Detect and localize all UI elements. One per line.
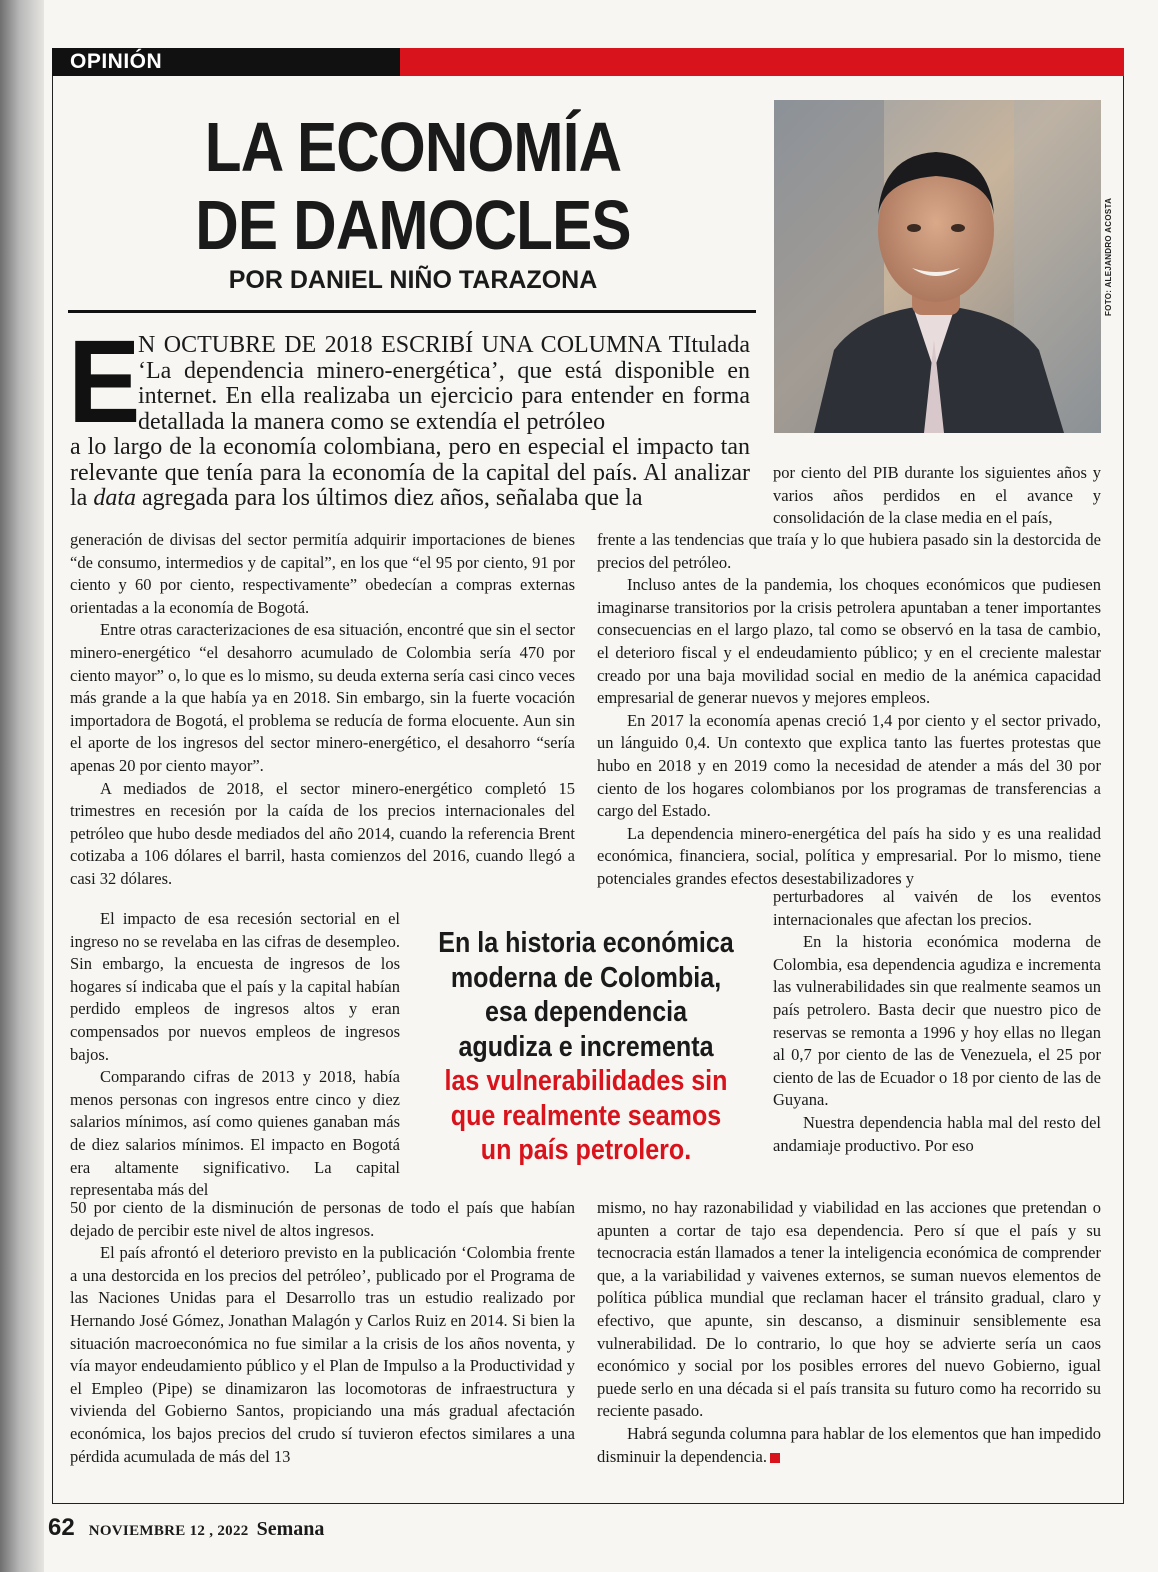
lead-indented-text: N OCTUBRE DE 2018 ESCRIBÍ UNA COLUMNA TItulada ‘La dependencia minero-energética’, que está disponible en internet. En ella realizaba un ejercicio para entender en forma detallada la manera como se extendía el petróleo (138, 332, 750, 435)
final-paragraph-text: Habrá segunda columna para hablar de los elementos que han impedido disminuir la dependencia. (597, 1423, 1101, 1466)
body-paragraph: A mediados de 2018, el sector minero-energético completó 15 trimestres en recesión por la caída de los precios internacionales del petróleo que hubo desde mediados del año 2014, cuando la referencia Brent cotizaba a 106 dólares el barril, hasta comienzos del 2016, cuando llegó a casi 32 dólares. (70, 778, 575, 888)
pull-quote-line-red: las vulnerabilidades sin (444, 1065, 728, 1097)
pull-quote-line: moderna de Colombia, (450, 961, 722, 994)
drop-cap: E (68, 316, 141, 448)
left-column-block3 (70, 1197, 575, 1468)
body-paragraph: mismo, no hay razonabilidad y viabilidad en las acciones que pretendan o apunten a cortar de tajo esa dependencia. Pero sí que el país y su tecnocracia están llamados a tener la inteligencia económica de comprender que, a la variabilidad y vaivenes externos, se suman nuevos elementos de política pública mundial que reclaman hacer el tránsito gradual, claro y efectivo, que apunte, sin descanso, a disminuir sensiblemente esa vulnerabilidad. De lo contrario, lo que hoy se advierte sería un caos económico y social por los posibles errores del nuevo Gobierno, igual puede serlo en una década si el país transita su futuro como ha recorrido su reciente pasado. (597, 1198, 1101, 1421)
page-gutter-shadow (0, 0, 44, 1572)
body-paragraph: frente a las tendencias que traía y lo que hubiera pasado sin la destorcida de precios del petróleo. (597, 530, 1101, 572)
right-col-top-text: por ciento del PIB durante los siguientes años y varios años perdidos en el avance y consolidación de la clase media en el país, (773, 463, 1101, 528)
lead-text-part1: a lo largo de la economía colombiana, pero en especial el impacto tan relevante que tenía para la economía de la capital del país. Al analizar la (70, 434, 750, 511)
lead-full-text (70, 435, 750, 512)
right-column-block1 (597, 529, 1101, 891)
page-footer (48, 1514, 324, 1544)
body-paragraph: Entre otras caracterizaciones de esa situación, encontré que sin el sector minero-energético “el desahorro acumulado de Colombia sería 470 por ciento mayor” o, lo que es lo mismo, su deuda externa sería casi cinco veces más grande a la que había ya en 2018. Sin embargo, sin la fuerte vocación importadora de Bogotá, el problema se reducía de forma elocuente. Aun sin el aporte de los ingresos del sector minero-energético, el desahorro “sería apenas 20 por ciento mayor”. (70, 620, 575, 775)
lead-paragraph (68, 316, 750, 512)
photo-credit: FOTO: ALEJANDRO ACOSTA (1104, 197, 1113, 316)
body-paragraph: La dependencia minero-energética del país ha sido y es una realidad económica, financiera, social, política y empresarial. Por lo mismo, tiene potenciales grandes efectos desestabilizadores y (597, 823, 1101, 888)
left-column-block1 (70, 529, 575, 891)
body-paragraph: Nuestra dependencia habla mal del resto del andamiaje productivo. Por eso (773, 1112, 1101, 1155)
body-paragraph: generación de divisas del sector permitía adquirir importaciones de bienes “de consumo, intermedios y de capital”, en los que “el 95 por ciento, 91 por ciento y 60 por ciento, respectivamente” obedecían a compras externas orientadas a la economía de Bogotá. (70, 530, 575, 617)
section-header (52, 48, 1124, 76)
right-column-block2 (773, 886, 1101, 1157)
lead-data-word: data (93, 485, 136, 511)
body-paragraph: En la historia económica moderna de Colombia, esa dependencia agudiza e incrementa las vulnerabilidades sin que realmente seamos un país petrolero. Basta decir que nuestro pico de reservas se remonta a 1996 y hoy ellas no llegan al 0,7 por ciento de las de Venezuela, el 25 por ciento de las de Ecuador o 18 por ciento de las de Guyana. (773, 932, 1101, 1110)
lead-text-part2: agregada para los últimos diez años, señalaba que la (136, 485, 643, 511)
issue-date: NOVIEMBRE 12 , 2022 (88, 1523, 249, 1539)
author-photo (774, 100, 1101, 433)
pull-quote-line-red: un país petrolero. (480, 1134, 692, 1166)
end-of-article-mark (770, 1453, 780, 1463)
body-paragraph: El país afrontó el deterioro previsto en la publicación ‘Colombia frente a una destorcida en los precios del petróleo’, publicado por el Programa de las Naciones Unidas para el Desarrollo tras un estudio realizado por Hernando José Gómez, Jonathan Malagón y Carlos Ruiz en 2014. Si bien la situación macroeconómica no fue similar a la crisis de los años noventa, y vía mayor endeudamiento público y el Plan de Impulso a la Productividad y el Empleo (Pipe) se dinamizaron las locomotoras de infraestructura y vivienda del Gobierno Santos, propiciando una más gradual afectación económica, los bajos precios del crudo sí tuvieron efectos similares a una pérdida acumulada de más del 13 (70, 1243, 575, 1466)
section-accent-bar (400, 48, 1124, 76)
body-paragraph: 50 por ciento de la disminución de personas de todo el país que habían dejado de percibir este nivel de altos ingresos. (70, 1198, 575, 1240)
body-paragraph: El impacto de esa recesión sectorial en el ingreso no se revelaba en las cifras de desempleo. Sin embargo, la encuesta de ingresos de los hogares sí indicaba que el país y la capital habían perdido empleos de ingresos altos y eran compensados por nuevos empleos de ingresos bajos. (70, 909, 400, 1064)
left-column-block2 (70, 908, 400, 1202)
title-rule (68, 310, 756, 313)
pull-quote-line-red: que realmente seamos (450, 1099, 722, 1132)
page-number: 62 (48, 1514, 75, 1541)
right-column-top (773, 462, 1101, 530)
article-title-line1: LA ECONOMÍA (204, 108, 622, 186)
magazine-name: Semana (256, 1518, 325, 1540)
pull-quote (433, 926, 739, 1168)
byline: POR DANIEL NIÑO TARAZONA (228, 266, 598, 294)
article-title-line2: DE DAMOCLES (195, 186, 631, 264)
body-paragraph: perturbadores al vaivén de los eventos internacionales que afectan los precios. (773, 887, 1101, 929)
body-paragraph: Comparando cifras de 2013 y 2018, había menos personas con ingresos entre cinco y diez salarios mínimos, así como quienes ganaban más de diez salarios mínimos. El impacto en Bogotá era altamente significativo. La capital representaba más del (70, 1067, 400, 1200)
pull-quote-line: En la historia económica (438, 927, 734, 959)
pull-quote-line: agudiza e incrementa (458, 1030, 714, 1063)
pull-quote-line: esa dependencia (484, 996, 688, 1028)
body-paragraph-final (597, 1423, 1101, 1468)
section-label: OPINIÓN (52, 48, 400, 76)
right-column-block3 (597, 1197, 1101, 1468)
body-paragraph: Incluso antes de la pandemia, los choques económicos que pudiesen imaginarse transitorios por la crisis petrolera apuntaban a tener importantes consecuencias en el largo plazo, tal como se observó en la tasa de cambio, el deterioro fiscal y el endeudamiento público; y en el creciente malestar creado por una baja movilidad social en medio de la anémica capacidad empresarial de generar nuevos y mejores empleos. (597, 575, 1101, 708)
lead-indented-block (68, 316, 750, 448)
article-title (118, 108, 708, 264)
body-paragraph: En 2017 la economía apenas creció 1,4 por ciento y el sector privado, un lánguido 0,4. Un contexto que explica tanto las fuertes protestas que hubo en 2018 y en 2019 como la necesidad de atender a más del 30 por ciento de los hogares colombianos por los programas de transferencias a cargo del Estado. (597, 710, 1101, 821)
author-portrait-image (774, 100, 1101, 433)
